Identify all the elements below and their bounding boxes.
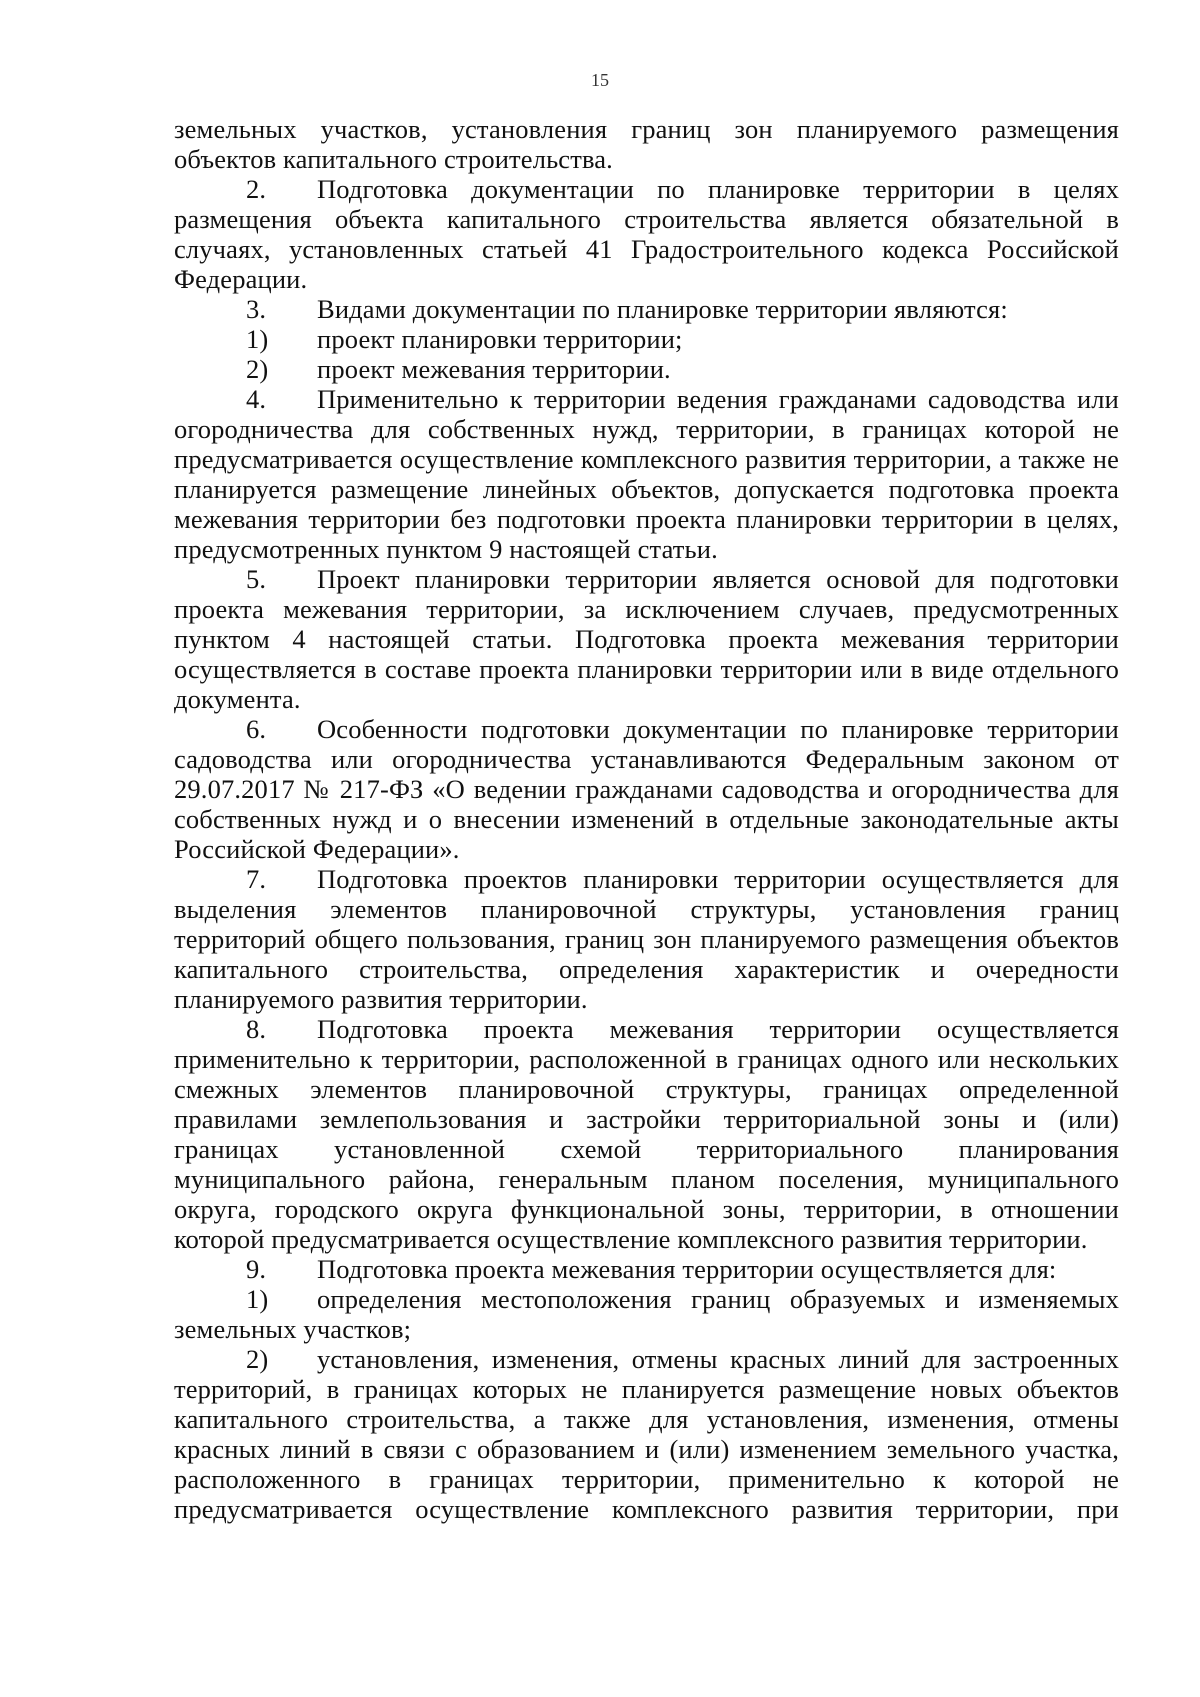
paragraph-text: Видами документации по планировке территории являются: [317, 294, 1008, 324]
paragraph-text: Проект планировки территории является основой для подготовки проекта межевания территории, за исключением случаев, предусмотренных пунктом 4 настоящей статьи. Подготовка проекта межевания территории осуществляется в составе проекта планировки территории или в виде отдельного документа. [174, 564, 1119, 714]
item-number: 5. [246, 564, 267, 594]
document-body [174, 114, 1119, 1524]
paragraph-item-8 [174, 1014, 1119, 1254]
paragraph-item-5 [174, 564, 1119, 714]
paragraph-item-9 [174, 1254, 1119, 1284]
subitem-2 [174, 354, 1119, 384]
subitem-9-1 [174, 1284, 1119, 1344]
item-number: 4. [246, 384, 267, 414]
item-number: 8. [246, 1014, 267, 1044]
subitem-9-2 [174, 1344, 1119, 1524]
paragraph-text: установления, изменения, отмены красных линий для застроенных территорий, в границах которых не планируется размещение новых объектов капитального строительства, а также для установления, изменения, отмены красных линий в связи с образованием и (или) изменением земельного участка, расположенного в границах территории, применительно к которой не предусматривается осуществление комплексного развития территории, при [174, 1344, 1119, 1524]
paragraph-text: проект межевания территории. [317, 354, 671, 384]
paragraph-text: Подготовка документации по планировке территории в целях размещения объекта капитального строительства является обязательной в случаях, установленных статьей 41 Градостроительного кодекса Российской Федерации. [174, 174, 1119, 294]
subitem-1 [174, 324, 1119, 354]
item-number: 1) [246, 1284, 269, 1314]
paragraph-item-7 [174, 864, 1119, 1014]
page-number: 15 [591, 70, 609, 90]
item-number: 2) [246, 1344, 269, 1374]
paragraph-text: проект планировки территории; [317, 324, 683, 354]
item-number: 7. [246, 864, 267, 894]
paragraph-continuation [174, 114, 1119, 174]
paragraph-text: Подготовка проекта межевания территории осуществляется применительно к территории, расположенной в границах одного или нескольких смежных элементов планировочной структуры, границах определенной правилами землепользования и застройки территориальной зоны и (или) границах установленной схемой территориального планирования муниципального района, генеральным планом поселения, муниципального округа, городского округа функциональной зоны, территории, в отношении которой предусматривается осуществление комплексного развития территории. [174, 1014, 1119, 1254]
paragraph-text: Особенности подготовки документации по планировке территории садоводства или огородничества устанавливаются Федеральным законом от 29.07.2017 № 217-ФЗ «О ведении гражданами садоводства и огородничества для собственных нужд и о внесении изменений в отдельные законодательные акты Российской Федерации». [174, 714, 1119, 864]
item-number: 2) [246, 354, 269, 384]
item-number: 6. [246, 714, 267, 744]
paragraph-item-6 [174, 714, 1119, 864]
paragraph-text: определения местоположения границ образуемых и изменяемых земельных участков; [174, 1284, 1119, 1344]
paragraph-text: Применительно к территории ведения гражданами садоводства или огородничества для собственных нужд, территории, в границах которой не предусматривается осуществление комплексного развития территории, а также не планируется размещение линейных объектов, допускается подготовка проекта межевания территории без подготовки проекта планировки территории в целях, предусмотренных пунктом 9 настоящей статьи. [174, 384, 1119, 564]
paragraph-item-3 [174, 294, 1119, 324]
item-number: 1) [246, 324, 269, 354]
paragraph-item-4 [174, 384, 1119, 564]
paragraph-item-2 [174, 174, 1119, 294]
paragraph-text: земельных участков, установления границ зон планируемого размещения объектов капитального строительства. [174, 114, 1119, 174]
item-number: 2. [246, 174, 267, 204]
paragraph-text: Подготовка проектов планировки территории осуществляется для выделения элементов планировочной структуры, установления границ территорий общего пользования, границ зон планируемого размещения объектов капитального строительства, определения характеристик и очередности планируемого развития территории. [174, 864, 1119, 1014]
paragraph-text: Подготовка проекта межевания территории осуществляется для: [317, 1254, 1057, 1284]
item-number: 3. [246, 294, 267, 324]
item-number: 9. [246, 1254, 267, 1284]
